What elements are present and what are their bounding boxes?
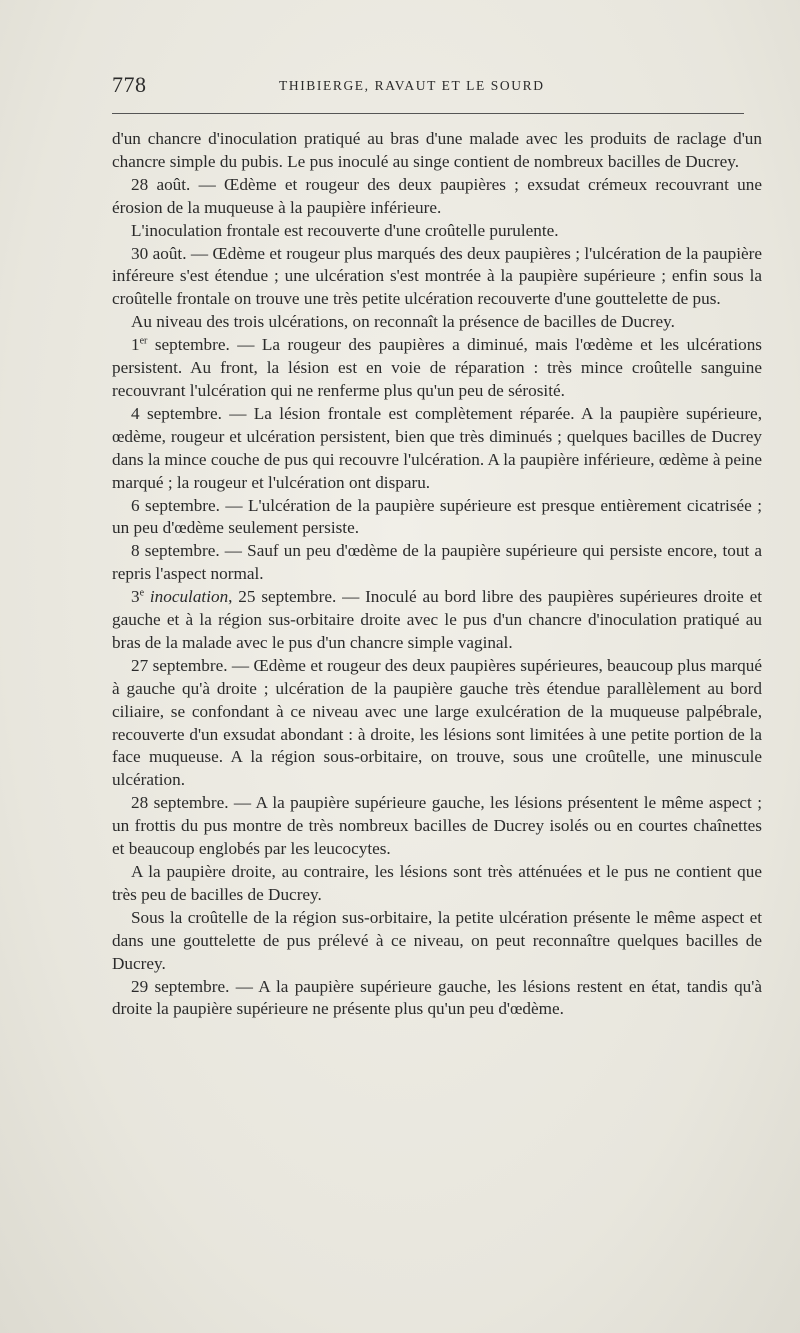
ordinal-suffix: e (139, 587, 145, 599)
paragraph: 28 août. — Œdème et rougeur des deux paupières ; exsudat crémeux recouvrant une érosion de la muqueuse à la paupière inférieure. (112, 174, 762, 217)
paragraph-text: septembre. — La rougeur des paupières a diminué, mais l'œdème et les ulcérations persistent. Au front, la lésion est en voie de réparation : très mince croûtelle sanguine recouvrant l'ulcération qui ne renferme plus qu'un peu de sérosité. (112, 335, 762, 400)
day-number: 1 (131, 335, 140, 355)
paragraph: A la paupière droite, au contraire, les lésions sont très atténuées et le pus ne contient que très peu de bacilles de Ducrey. (112, 862, 762, 904)
paragraph (112, 586, 762, 655)
body-text (112, 128, 762, 1021)
paragraph: 4 septembre. — La lésion frontale est complètement réparée. A la paupière supérieure, œdème, rougeur et ulcération persistent, bien que très diminués ; quelques bacilles de Ducrey dans la mince couche de pus qui recouvre l'ulcération. A la paupière inférieure, œdème à peine marqué ; la rougeur et l'ulcération ont disparu. (112, 403, 762, 492)
ordinal-number: 3 (131, 587, 140, 607)
paragraph: L'inoculation frontale est recouverte d'une croûtelle purulente. (131, 220, 559, 240)
header-rule (112, 113, 744, 114)
italic-term: inoculation (144, 587, 229, 607)
paragraph: 8 septembre. — Sauf un peu d'œdème de la paupière supérieure qui persiste encore, tout a repris l'aspect normal. (112, 541, 762, 584)
paragraph: 30 août. — Œdème et rougeur plus marqués des deux paupières ; l'ulcération de la paupière inféreure s'est étendue ; une ulcération s'est montrée à la paupière supérieure ; enfin sous la croûtelle frontale on trouve une très petite ulcération recouverte d'une gouttelette de pus. (112, 243, 762, 309)
page-header (112, 72, 744, 102)
paragraph: Sous la croûtelle de la région sus-orbitaire, la petite ulcération présente le même aspect et dans une gouttelette de pus prélevé à ce niveau, on peut reconnaître quelques bacilles de Ducrey. (112, 907, 762, 973)
paragraph: 27 septembre. — Œdème et rougeur des deux paupières supérieures, beaucoup plus marqué à gauche qu'à droite ; ulcération de la paupière gauche très étendue parallèlement au bord ciliaire, se confondant à ce niveau avec une large exulcération de la muqueuse palpébrale, recouverte d'un exsudat abondant : à droite, les lésions sont limitées à une petite portion de la face muqueuse. A la région sous-orbitaire, on trouve, sous une croûtelle, une minuscule ulcération. (112, 655, 762, 790)
ordinal-suffix: er (139, 335, 148, 347)
paragraph (112, 334, 762, 403)
paragraph-text: , 25 septembre. — Inoculé au bord libre des paupières supérieures droite et gauche et à la région sus-orbitaire droite avec le pus d'un chancre d'inoculation pratiqué au bras de la malade avec le pus d'un chancre simple vaginal. (112, 587, 762, 652)
paragraph: Au niveau des trois ulcérations, on reconnaît la présence de bacilles de Ducrey. (131, 312, 675, 332)
paragraph: 6 septembre. — L'ulcération de la paupière supérieure est presque entièrement cicatrisée ; un peu d'œdème seulement persiste. (112, 495, 762, 538)
paragraph: 29 septembre. — A la paupière supérieure gauche, les lésions restent en état, tandis qu'à droite la paupière supérieure ne présente plus qu'un peu d'œdème. (112, 976, 762, 1019)
paragraph: d'un chancre d'inoculation pratiqué au bras d'une malade avec les produits de raclage d'un chancre simple du pubis. Le pus inoculé au singe contient de nombreux bacilles de Ducrey. (112, 129, 762, 171)
running-head: THIBIERGE, RAVAUT ET LE SOURD (279, 78, 545, 93)
page-number: 778 (112, 72, 147, 97)
paragraph: 28 septembre. — A la paupière supérieure gauche, les lésions présentent le même aspect ; un frottis du pus montre de très nombreux bacilles de Ducrey isolés ou en courtes chaînettes et beaucoup englobés par les leucocytes. (112, 793, 762, 859)
